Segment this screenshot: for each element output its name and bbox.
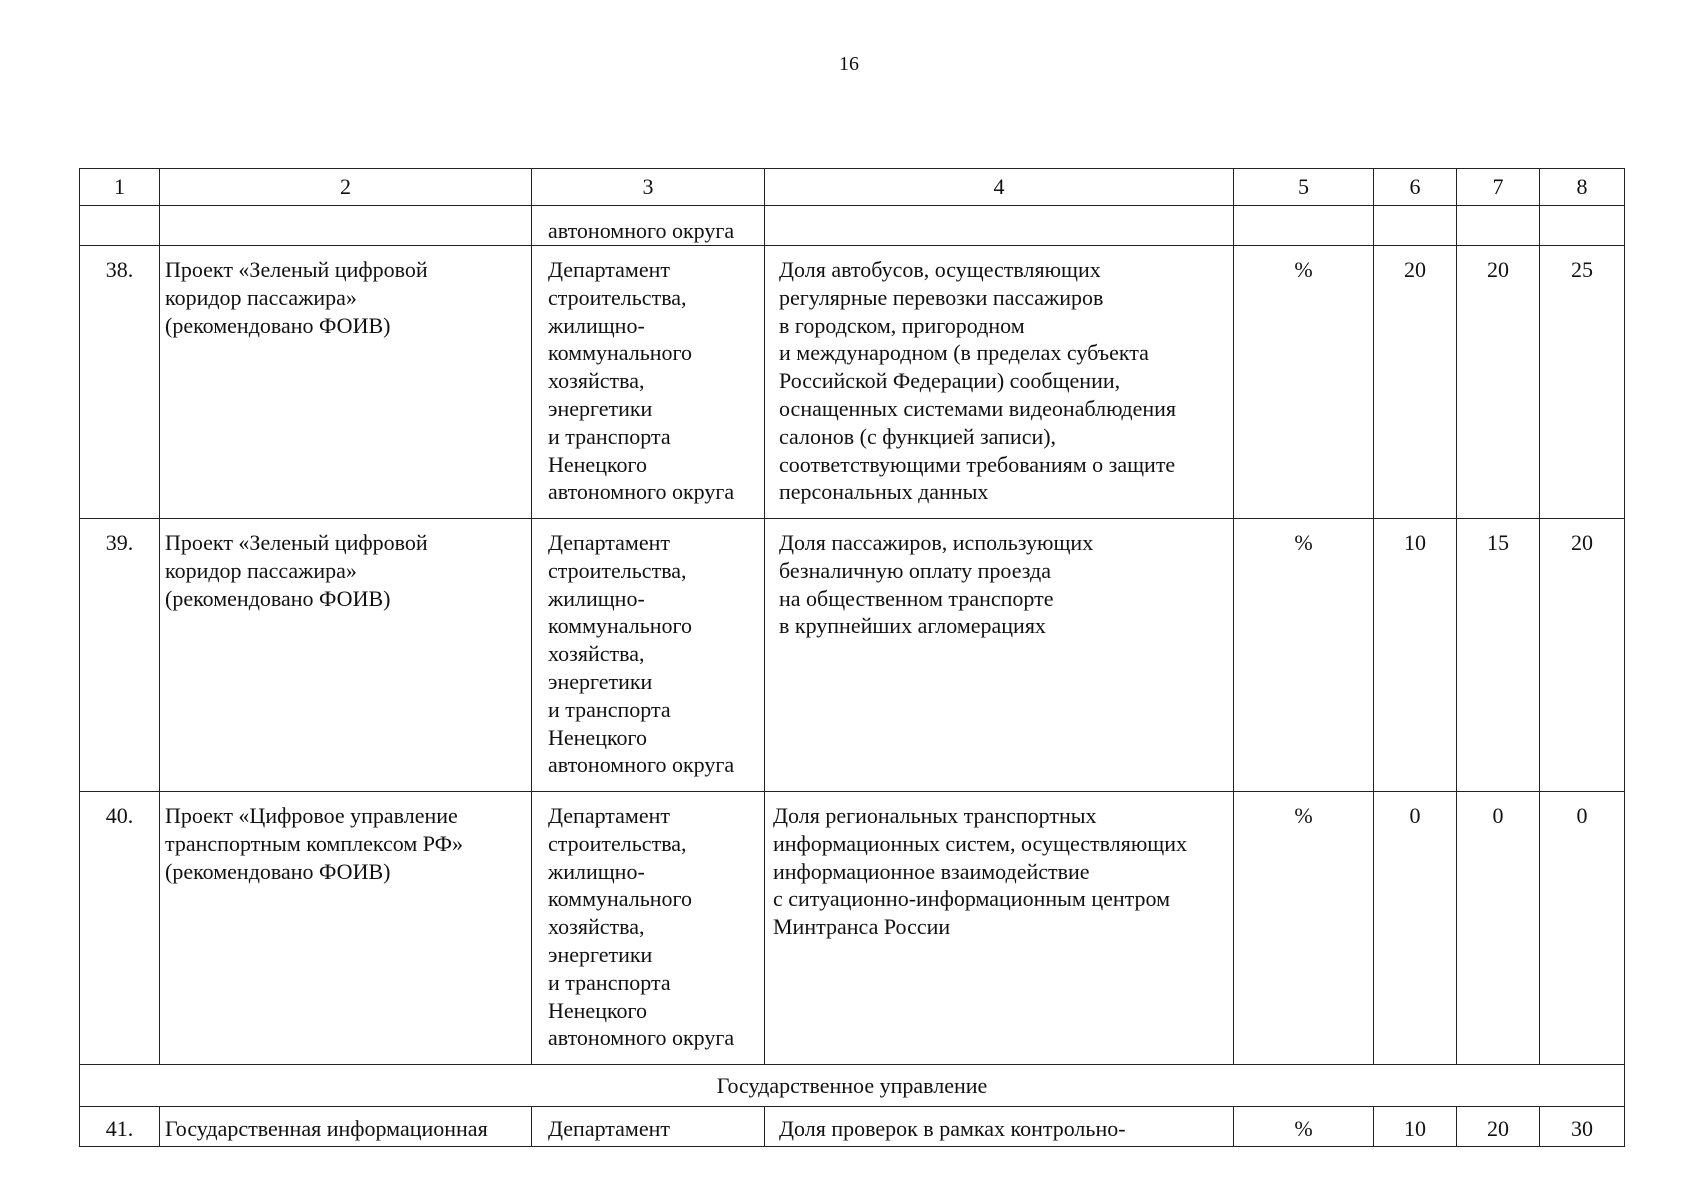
department-cell (532, 519, 765, 792)
cell-line: (рекомендовано ФОИВ) (165, 858, 391, 884)
indicator-cell: Доля проверок в рамках контрольно- (765, 1107, 1234, 1147)
cell-line: в крупнейших агломерациях (779, 613, 1046, 639)
value-cell: 25 (1540, 246, 1625, 519)
cell-line: Ненецкого (548, 451, 648, 477)
value-cell: 20 (1457, 1107, 1540, 1147)
row-number: 39. (80, 519, 160, 792)
department-cell: автономного округа (532, 206, 765, 246)
cell-line: хозяйства, (548, 368, 645, 394)
cell-line: энергетики (548, 941, 653, 967)
value-cell: 0 (1540, 792, 1625, 1065)
value-cell: 10 (1374, 1107, 1457, 1147)
cell-line: Российской Федерации) сообщении, (779, 368, 1121, 394)
cell-line: соответствующими требованиям о защите (779, 451, 1176, 477)
table-row (80, 792, 1625, 1065)
value-cell: 0 (1457, 792, 1540, 1065)
cell-line: хозяйства, (548, 641, 645, 667)
indicator-cell (765, 246, 1234, 519)
cell-line: строительства, (548, 557, 687, 583)
cell-line: безналичную оплату проезда (779, 557, 1051, 583)
cell-line: коммунального (548, 613, 692, 639)
row-number: 38. (80, 246, 160, 519)
cell-line: жилищно- (548, 312, 645, 338)
cell-line: оснащенных системами видеонаблюдения (779, 395, 1177, 421)
cell-line: салонов (с функцией записи), (779, 423, 1057, 449)
department-cell: Департамент (532, 1107, 765, 1147)
project-cell: Государственная информационная (160, 1107, 532, 1147)
value-cell: 30 (1540, 1107, 1625, 1147)
cell-line: (рекомендовано ФОИВ) (165, 312, 391, 338)
cell-line: регулярные перевозки пассажиров (779, 284, 1104, 310)
cell-line: Доля региональных транспортных (773, 803, 1097, 828)
cell-line: Доля пассажиров, использующих (779, 530, 1094, 555)
value-cell: 20 (1457, 246, 1540, 519)
unit-cell: % (1234, 1107, 1374, 1147)
cell-line: строительства, (548, 284, 687, 310)
column-number: 1 (80, 169, 160, 206)
cell-line: коридор пассажира» (165, 284, 357, 310)
indicator-cell (765, 792, 1234, 1065)
cell-line: коммунального (548, 886, 692, 912)
department-cell (532, 246, 765, 519)
cell-line: транспортным комплексом РФ» (165, 830, 463, 856)
cell-line: Департамент (548, 530, 671, 555)
cell-line: автономного округа (548, 752, 735, 778)
cell-line: персональных данных (779, 479, 989, 505)
cell-line: Проект «Зеленый цифровой (165, 257, 428, 282)
project-cell (160, 792, 532, 1065)
table-row (80, 1107, 1625, 1147)
column-number: 2 (160, 169, 532, 206)
cell-line: Проект «Цифровое управление (165, 803, 458, 828)
unit-cell: % (1234, 519, 1374, 792)
table-row (80, 519, 1625, 792)
cell-line: энергетики (548, 668, 653, 694)
continuation-row (80, 206, 1625, 246)
section-title: Государственное управление (80, 1065, 1625, 1107)
cell-line: (рекомендовано ФОИВ) (165, 585, 391, 611)
cell-line: и транспорта (548, 423, 671, 449)
cell-line: жилищно- (548, 858, 645, 884)
indicator-cell (765, 519, 1234, 792)
cell-line: Минтранса России (773, 914, 951, 940)
cell-line: Проект «Зеленый цифровой (165, 530, 428, 555)
column-number: 6 (1374, 169, 1457, 206)
cell-line: и транспорта (548, 696, 671, 722)
section-header-row (80, 1065, 1625, 1107)
value-cell: 15 (1457, 519, 1540, 792)
cell-line: в городском, пригородном (779, 312, 1025, 338)
column-number-row (80, 169, 1625, 206)
table-row (80, 246, 1625, 519)
cell-line: строительства, (548, 830, 687, 856)
indicators-table (79, 168, 1625, 1147)
value-cell: 0 (1374, 792, 1457, 1065)
column-number: 5 (1234, 169, 1374, 206)
cell-line: автономного округа (548, 1025, 735, 1051)
unit-cell: % (1234, 246, 1374, 519)
cell-line: энергетики (548, 395, 653, 421)
cell-line: с ситуационно-информационным центром (773, 886, 1171, 912)
column-number: 3 (532, 169, 765, 206)
cell-line: информационных систем, осуществляющих (773, 830, 1187, 856)
cell-line: Ненецкого (548, 997, 648, 1023)
cell-line: автономного округа (548, 479, 735, 505)
cell-line: Доля автобусов, осуществляющих (779, 257, 1101, 282)
row-number: 40. (80, 792, 160, 1065)
page-number: 16 (839, 53, 859, 75)
cell-line: Ненецкого (548, 724, 648, 750)
cell-line: коридор пассажира» (165, 557, 357, 583)
department-cell (532, 792, 765, 1065)
value-cell: 20 (1540, 519, 1625, 792)
value-cell: 10 (1374, 519, 1457, 792)
column-number: 7 (1457, 169, 1540, 206)
cell-line: на общественном транспорте (779, 585, 1054, 611)
cell-line: хозяйства, (548, 914, 645, 940)
cell-line: Департамент (548, 257, 671, 282)
cell-line: коммунального (548, 340, 692, 366)
column-number: 4 (765, 169, 1234, 206)
row-number: 41. (80, 1107, 160, 1147)
cell-line: Департамент (548, 803, 671, 828)
unit-cell: % (1234, 792, 1374, 1065)
cell-line: информационное взаимодействие (773, 858, 1090, 884)
project-cell (160, 246, 532, 519)
value-cell: 20 (1374, 246, 1457, 519)
column-number: 8 (1540, 169, 1625, 206)
project-cell (160, 519, 532, 792)
cell-line: и международном (в пределах субъекта (779, 340, 1149, 366)
cell-line: и транспорта (548, 969, 671, 995)
cell-line: жилищно- (548, 585, 645, 611)
